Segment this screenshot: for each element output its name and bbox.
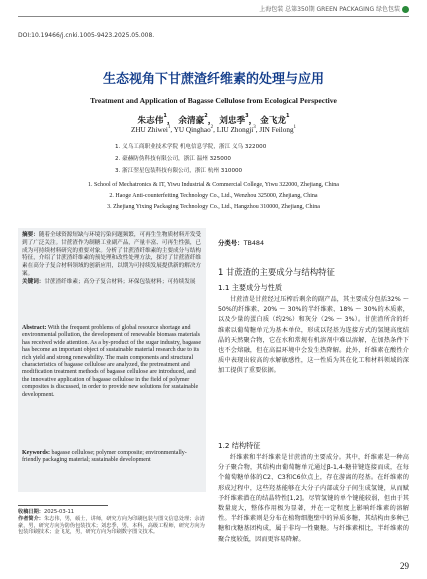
abstract-cn-label: 摘要： bbox=[22, 232, 39, 238]
author-en: YU Qinghao bbox=[173, 126, 211, 134]
abstract-cn bbox=[22, 232, 202, 287]
subsection-heading-1-1: 1.1 主要成分与性质 bbox=[218, 283, 283, 292]
abstract-en-text: With the frequent problems of global resource shortage and environmental pollution, the development of renewable biomass materials has received wide attention. As a by-product of the sugar industry, bagasse has become an important object of sustainable material research due to its rich yield and strong renewability. The main components and structural characteristics of bagasse cellulose are analyzed, the pretreatment and modification treatment methods of bagasse cellulose are introduced, and the innovative application of bagasse cellulose in the field of polymer composites is discussed, in order to provide new solutions for sustainable development. bbox=[22, 325, 202, 398]
keywords-en bbox=[22, 450, 202, 465]
title-en: Treatment and Application of Bagasse Cellulose from Ecological Perspective bbox=[90, 96, 337, 105]
author-cn: 金飞龙 bbox=[260, 116, 286, 126]
footnote-rule bbox=[18, 505, 108, 506]
author-sup: 1 bbox=[163, 113, 167, 119]
keywords-cn-text: 甘蔗渣纤维素；高分子复合材料；环保包装材料；可持续发展 bbox=[44, 278, 196, 285]
doi: DOI:10.19466/j.cnki.1005-9423.2025.05.008. bbox=[18, 32, 155, 39]
class-no-label: 分类号： bbox=[218, 239, 244, 247]
affiliation-en: 2. Haoge Anti-counterfeiting Technology Co., Ltd., Wenzhou 325000, Zhejiang, China bbox=[109, 193, 318, 199]
affiliation-cn: 3. 浙江翌星包装科技有限公司，浙江 杭州 310000 bbox=[115, 168, 243, 174]
author-en: JIN Feilong bbox=[259, 126, 294, 134]
classification-number bbox=[218, 238, 264, 247]
header-rule bbox=[18, 16, 409, 17]
abstract-en-label: Abstract: bbox=[22, 325, 47, 331]
received-date: 2025-03-11 bbox=[43, 509, 75, 515]
abstract-cn-text: 随着全球资源短缺与环境污染问题频繁，可再生生物质材料开发受到了广泛关注。甘蔗渣作为制糖工业副产品，产量丰富、可再生性强，已成为可持续材料研究的重要对象。分析了甘蔗渣纤维素的主要成分与结构特征，介绍了甘蔗渣纤维素的预处理和改性处理方法，探讨了甘蔗渣纤维素在高分子复合材料领域的创新应用，以期为可持续发展提供新的解决方案。 bbox=[22, 232, 202, 277]
class-no-value: TB484 bbox=[243, 239, 265, 247]
author-sup: 1 bbox=[293, 125, 297, 130]
author-sup: 1 bbox=[167, 125, 171, 130]
affiliation-en: 1. School of Mechatronics & IT, Yiwu Industrial & Commercial College, Yiwu 322000, Zhejiang, China bbox=[88, 182, 339, 188]
keywords-en-label: Keywords: bbox=[22, 450, 50, 456]
subsection-heading-1-2: 1.2 结构特征 bbox=[218, 441, 261, 450]
keywords-cn-label: 关键词： bbox=[22, 278, 45, 285]
author-en: ZHU Zhiwei bbox=[130, 126, 168, 134]
author-sup: 3 bbox=[253, 125, 256, 130]
bio-label: 作者简介： bbox=[18, 515, 44, 522]
author-sup: 1 bbox=[285, 113, 290, 119]
affiliation-en: 3. Zhejiang Yixing Packaging Technology Co., Ltd., Hangzhou 310000, Zhejiang, China bbox=[107, 204, 320, 210]
author-sup: 3 bbox=[245, 113, 249, 119]
author-sup: 2 bbox=[204, 113, 208, 119]
title-cn: 生态视角下甘蔗渣纤维素的处理与应用 bbox=[102, 72, 324, 87]
author-cn: 刘忠季 bbox=[219, 116, 246, 126]
section-heading-1: 1 甘蔗渣的主要成分与结构特征 bbox=[218, 267, 335, 277]
authors-en: ZHU Zhiwei$^1$, YU Qinghao$^2$, LIU Zhongji$^3$, JIN Feilong$^1$ bbox=[130, 125, 297, 134]
journal-header bbox=[259, 4, 409, 13]
paragraph-1-2: 纤维素和半纤维素是甘蔗渣的主要成分。其中，纤维素是一种高分子聚合物，其结构由葡萄糖单元通过β-1,4-糖苷键连接而成，在每个葡萄糖单体的C2、C3和C6位点上，存在游离的羟基。在纤维素的形成过程中，这些羟基能够在大分子内部或分子间生成氢键，从而赋予纤维素潜在的结晶特性[1,2]。尽管氢键的单个键能较弱，但由于其数量庞大，整体作用极为显著，并在一定程度上影响纤维素的溶解性。半纤维素则是分布在植物细胞壁中的异质多糖，其结构由多种己糖和戊糖基团构成，属于非均一性聚糖。与纤维素相比，半纤维素的聚合度较低，因而更容易降解。 bbox=[218, 454, 409, 543]
affiliation-cn: 1. 义乌工商职业技术学院 机电信息学院，浙江 义乌 322000 bbox=[115, 144, 267, 150]
journal-logo-icon bbox=[402, 6, 409, 13]
footnote bbox=[18, 509, 206, 536]
paragraph-1-1: 甘蔗渣是甘蔗经过压榨后剩余的副产品，其主要成分包括32% ～ 50%的纤维素、20% ～ 30%的半纤维素、18% ～ 30%的木质素，以及少量的蛋白质（约2%）和灰分（2% ～ 3%）。甘蔗渣所含的纤维素以葡萄糖单元为基本单位，形成以羟基为连接方式的氢键高度结晶的天然聚合物，它在水和常规有机溶剂中难以溶解，在加热条件下也不会熔融，但在高温环境中会发生热降解。此外，纤维素在酸性介质中表现出较高的水解敏感性，这一性质为其在化工和材料领域的深加工提供了重要依据。 bbox=[218, 296, 409, 375]
page-number: 29 bbox=[400, 561, 409, 571]
affiliation-cn: 2. 豪赫防伪科技有限公司，浙江 温州 325000 bbox=[115, 156, 231, 162]
author-bio: 朱志伟，男，硕士，讲师，研究方向为印刷包装与图文信息处理；余清豪，男，研究方向为防伪包装技术；刘忠季，男，本科，高级工程师，研究方向为包装印刷技术；金飞龙，男，研究方向为印刷数字图文技术。 bbox=[18, 515, 205, 536]
author-cn: 朱志伟 bbox=[137, 116, 164, 126]
received-label: 收稿日期： bbox=[18, 509, 44, 515]
authors-cn: 朱志伟$^1$， 余清豪$^2$， 刘忠季$^3$， 金飞龙$^1$ bbox=[137, 113, 290, 126]
abstract-en bbox=[22, 325, 202, 399]
keywords-en-text: bagasse cellulose; polymer composite; environmentally-friendly packaging material; sustainable development bbox=[22, 450, 187, 464]
author-en: LIU Zhongji bbox=[216, 126, 254, 134]
author-sup: 2 bbox=[210, 125, 214, 130]
author-cn: 余清豪 bbox=[178, 116, 205, 126]
journal-info: 上海包装 总第350期 GREEN PACKAGING 绿色包装 bbox=[259, 6, 400, 13]
